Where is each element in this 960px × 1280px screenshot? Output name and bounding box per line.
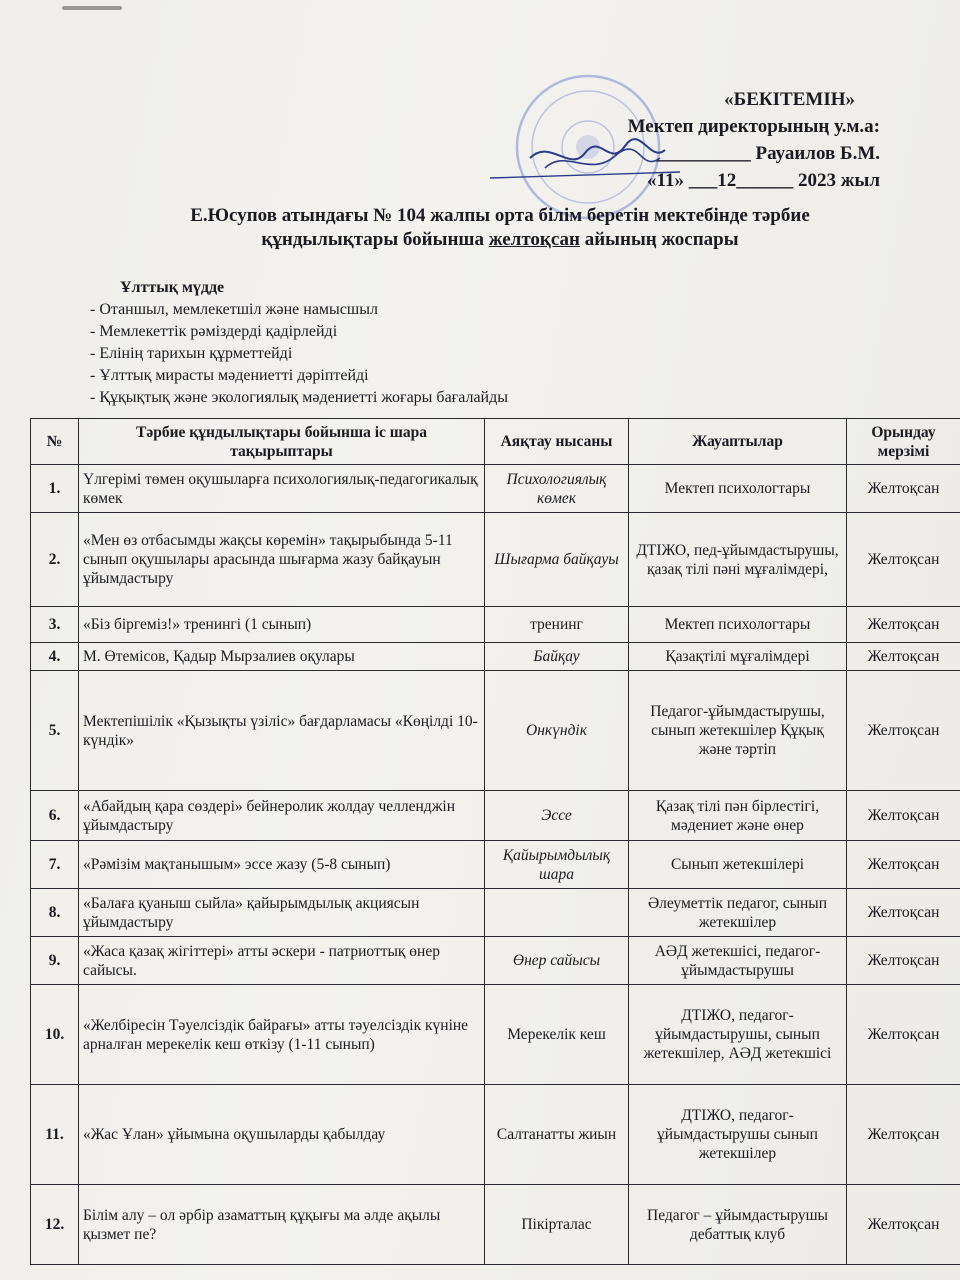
row-form: Пікірталас (485, 1185, 629, 1265)
row-deadline: Желтоқсан (847, 643, 960, 671)
table-row (31, 1085, 960, 1185)
row-form (485, 889, 629, 937)
row-deadline: Желтоқсан (847, 1185, 960, 1265)
row-num: 9. (31, 937, 79, 985)
header-deadline: Орындау мерзімі (847, 419, 960, 465)
table-row (31, 513, 960, 607)
row-topic: Үлгерімі төмен оқушыларға психологиялық-педагогикалық көмек (79, 465, 485, 513)
approval-title: «БЕКІТЕМІН» (724, 89, 855, 110)
values-heading: Ұлттық мүдде (120, 279, 225, 296)
row-responsible: АӘД жетекшісі, педагог-ұйымдастырушы (629, 937, 847, 985)
document-title (110, 204, 890, 252)
binder-mark (62, 6, 122, 10)
table-row (31, 889, 960, 937)
row-deadline: Желтоқсан (847, 841, 960, 889)
approval-date-line: «11» ___12______ 2023 жыл (647, 170, 880, 191)
row-responsible: Сынып жетекшілері (629, 841, 847, 889)
row-topic: «Жас Ұлан» ұйымына оқушыларды қабылдау (79, 1085, 485, 1185)
values-item: - Отаншыл, мемлекетшіл және намысшыл (90, 301, 378, 318)
row-form: Шығарма байқауы (485, 513, 629, 607)
header-topic: Тәрбие құндылықтары бойынша іс шара тақырыптары (79, 419, 485, 465)
row-num: 8. (31, 889, 79, 937)
row-num: 3. (31, 607, 79, 643)
table-row (31, 643, 960, 671)
title-line-1: Е.Юсупов атындағы № 104 жалпы орта білім беретін мектебінде тәрбие (190, 205, 810, 226)
header-form: Аяқтау нысаны (485, 419, 629, 465)
row-form: Онкүндік (485, 671, 629, 791)
values-item: - Елінің тарихын құрметтейді (90, 345, 293, 362)
table-row (31, 607, 960, 643)
table-header-row (31, 419, 960, 465)
row-topic: Білім алу – ол әрбір азаматтың құқығы ма әлде ақылы қызмет пе? (79, 1185, 485, 1265)
values-list (90, 277, 508, 409)
row-responsible: Педагог-ұйымдастырушы, сынып жетекшілер Құқық және тәртіп (629, 671, 847, 791)
row-deadline: Желтоқсан (847, 937, 960, 985)
values-item: - Мемлекеттік рәміздерді қадірлейді (90, 323, 338, 340)
title-line-2-end: айының жоспары (579, 229, 739, 250)
table-row (31, 791, 960, 841)
row-deadline: Желтоқсан (847, 671, 960, 791)
row-responsible: Мектеп психологтары (629, 465, 847, 513)
row-responsible: Әлеуметтік педагог, сынып жетекшілер (629, 889, 847, 937)
table-row (31, 671, 960, 791)
row-num: 5. (31, 671, 79, 791)
header-responsible: Жауаптылар (629, 419, 847, 465)
row-form: Салтанатты жиын (485, 1085, 629, 1185)
row-responsible: Мектеп психологтары (629, 607, 847, 643)
row-deadline: Желтоқсан (847, 1085, 960, 1185)
values-item: - Ұлттық мирасты мәдениетті дәріптейді (90, 367, 369, 384)
row-topic: «Абайдың қара сөздері» бейнеролик жолдау челленджін ұйымдастыру (79, 791, 485, 841)
row-num: 4. (31, 643, 79, 671)
approval-name-line: __________ Рауаилов Б.М. (655, 143, 880, 164)
row-topic: «Мен өз отбасымды жақсы көремін» тақырыбында 5-11 сынып оқушылары арасында шығарма жазу байқауын ұйымдастыру (79, 513, 485, 607)
row-topic: «Жаса қазақ жігіттері» атты әскери - патриоттық өнер сайысы. (79, 937, 485, 985)
row-form: Қайырымдылық шара (485, 841, 629, 889)
table-row (31, 465, 960, 513)
row-deadline: Желтоқсан (847, 889, 960, 937)
row-form: тренинг (485, 607, 629, 643)
approval-position: Мектеп директорының у.м.а: (627, 116, 880, 137)
row-topic: «Біз біргеміз!» тренингі (1 сынып) (79, 607, 485, 643)
title-line-2 (110, 228, 890, 252)
row-topic: «Балаға қуаныш сыйла» қайырымдылық акциясын ұйымдастыру (79, 889, 485, 937)
row-form: Өнер сайысы (485, 937, 629, 985)
row-form: Психологиялық көмек (485, 465, 629, 513)
table-row (31, 937, 960, 985)
row-responsible: ДТІЖО, педагог-ұйымдастырушы, сынып жетекшілер, АӘД жетекшісі (629, 985, 847, 1085)
row-responsible: ДТІЖО, пед-ұйымдастырушы, қазақ тілі пәні мұғалімдері, (629, 513, 847, 607)
table-row (31, 985, 960, 1085)
row-num: 1. (31, 465, 79, 513)
row-responsible: Педагог – ұйымдастырушы дебаттық клуб (629, 1185, 847, 1265)
row-deadline: Желтоқсан (847, 985, 960, 1085)
row-deadline: Желтоқсан (847, 513, 960, 607)
row-deadline: Желтоқсан (847, 465, 960, 513)
row-responsible: Қазақтілі мұғалімдері (629, 643, 847, 671)
title-line-2-start: құндылықтары бойынша (261, 229, 489, 250)
values-item: - Құқықтық және экологиялық мәдениетті жоғары бағалайды (90, 389, 509, 406)
director-signature (490, 128, 690, 188)
row-num: 10. (31, 985, 79, 1085)
row-topic: «Желбіресін Тәуелсіздік байрағы» атты тәуелсіздік күніне арналған мерекелік кеш өткізу (1-11 сынып) (79, 985, 485, 1085)
events-table (30, 418, 960, 1265)
title-month: желтоқсан (488, 229, 580, 250)
row-responsible: ДТІЖО, педагог-ұйымдастырушы сынып жетекшілер (629, 1085, 847, 1185)
row-responsible: Қазақ тілі пән бірлестігі, мәдениет және өнер (629, 791, 847, 841)
row-num: 12. (31, 1185, 79, 1265)
row-num: 6. (31, 791, 79, 841)
row-deadline: Желтоқсан (847, 607, 960, 643)
header-num: № (31, 419, 79, 465)
row-num: 11. (31, 1085, 79, 1185)
row-topic: «Рәмізім мақтанышым» эссе жазу (5-8 сынып) (79, 841, 485, 889)
row-form: Мерекелік кеш (485, 985, 629, 1085)
row-topic: М. Өтемісов, Қадыр Мырзалиев оқулары (79, 643, 485, 671)
row-form: Эссе (485, 791, 629, 841)
table-row (31, 1185, 960, 1265)
row-topic: Мектепішілік «Қызықты үзіліс» бағдарламасы «Көңілді 10-күндік» (79, 671, 485, 791)
row-deadline: Желтоқсан (847, 791, 960, 841)
row-num: 2. (31, 513, 79, 607)
row-num: 7. (31, 841, 79, 889)
row-form: Байқау (485, 643, 629, 671)
table-row (31, 841, 960, 889)
